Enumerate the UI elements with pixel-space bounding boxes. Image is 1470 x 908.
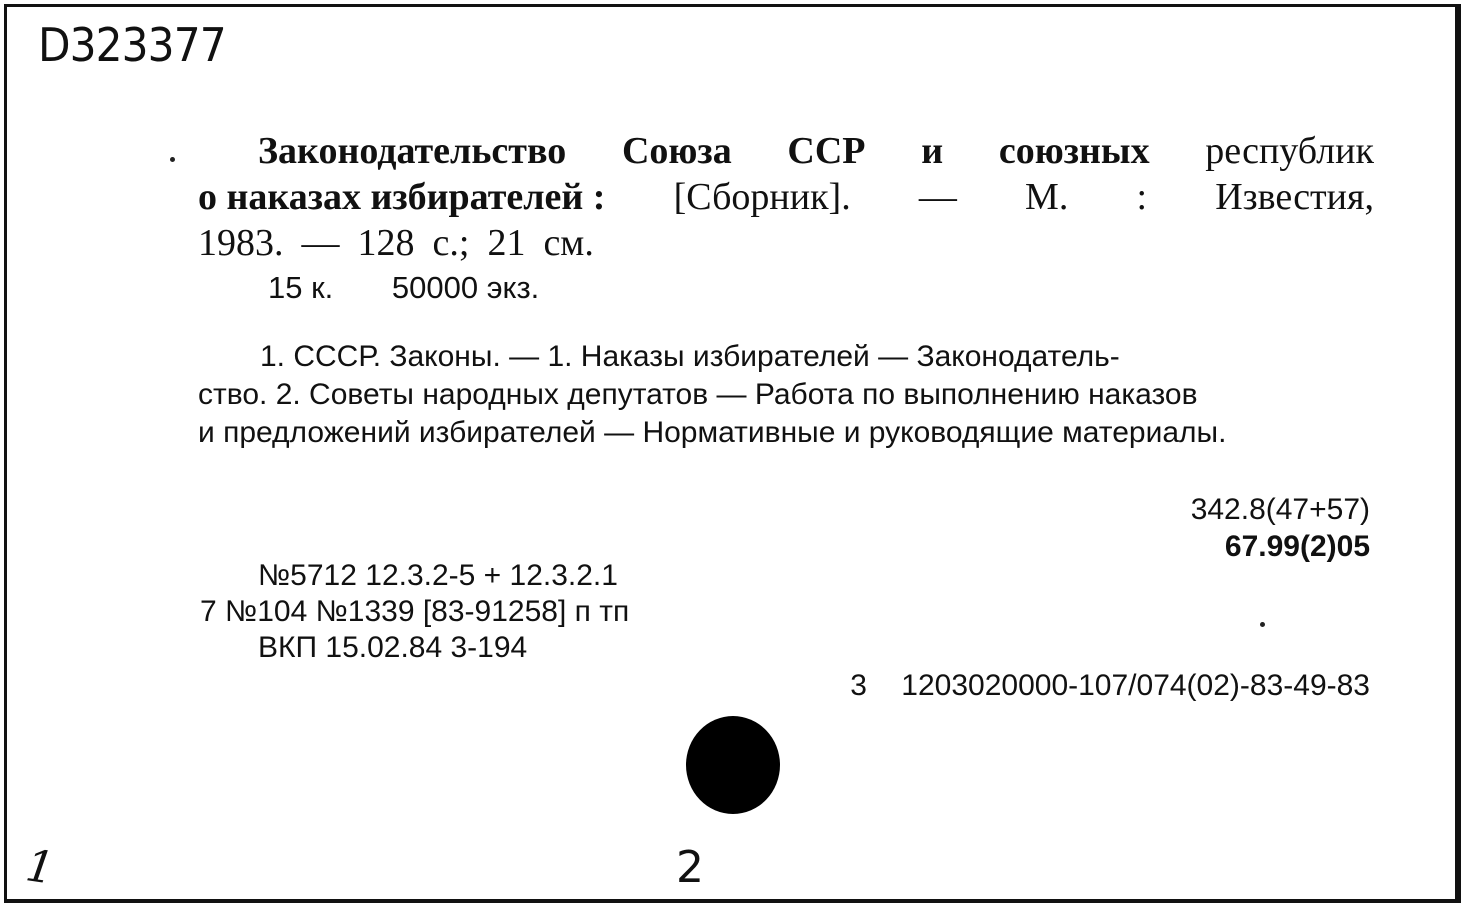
- stray-dot: [1260, 622, 1265, 627]
- subject-line-3: и предложений избирателей — Нормативные и руководящие материалы.: [198, 416, 1227, 449]
- subject-headings: [198, 338, 1370, 452]
- title-word: М.: [1025, 176, 1069, 218]
- title-word: :: [1136, 176, 1148, 218]
- handwritten-mark-bottom: 2: [676, 842, 704, 893]
- title-line-1: [198, 128, 1374, 174]
- call-number: D323377: [38, 18, 226, 72]
- title-word: о наказах избирателей :: [198, 176, 606, 218]
- stray-dot: [170, 157, 175, 162]
- title-word: 21: [487, 222, 526, 264]
- title-line-3: [198, 220, 1374, 266]
- tech-line-2: 7 №104 №1339 [83-91258] п тп: [200, 595, 630, 628]
- title-word: см.: [543, 222, 594, 264]
- title-word: с.;: [432, 222, 470, 264]
- punch-hole: [686, 716, 780, 814]
- title-word: и: [921, 130, 944, 172]
- subject-line-2: ство. 2. Советы народных депутатов — Работа по выполнению наказов: [198, 378, 1198, 411]
- print-run: 50000 экз.: [391, 270, 540, 305]
- udc-index: 342.8(47+57): [1190, 493, 1370, 526]
- bibliographic-title: [198, 128, 1374, 266]
- isbn-prefix: 3: [850, 669, 867, 702]
- title-word: союзных: [998, 130, 1150, 172]
- subject-line-1: 1. СССР. Законы. — 1. Наказы избирателей — Законодатель-: [260, 340, 1120, 373]
- tech-line-3: ВКП 15.02.84 3-194: [258, 631, 528, 664]
- title-word: 128: [357, 222, 415, 264]
- isbn-line: [850, 669, 1370, 703]
- handwritten-mark-left: 1: [22, 840, 58, 895]
- title-line-2: [198, 174, 1374, 220]
- title-word: 1983.: [198, 222, 284, 264]
- title-word: Известия,: [1215, 176, 1374, 218]
- title-word: Союза: [621, 130, 732, 172]
- title-word: ССР: [787, 130, 866, 172]
- price: 15 к.: [268, 270, 334, 305]
- title-word: —: [918, 176, 957, 218]
- bbk-index: 67.99(2)05: [1224, 530, 1370, 563]
- title-word: Законодательство: [258, 130, 567, 172]
- tech-line-1: №5712 12.3.2-5 + 12.3.2.1: [258, 559, 618, 592]
- title-word: республик: [1205, 130, 1374, 172]
- price-line: [268, 270, 589, 306]
- isbn-code: 1203020000-107/074(02)-83-49-83: [901, 669, 1370, 702]
- title-word: [Сборник].: [673, 176, 851, 218]
- title-word: —: [301, 222, 340, 264]
